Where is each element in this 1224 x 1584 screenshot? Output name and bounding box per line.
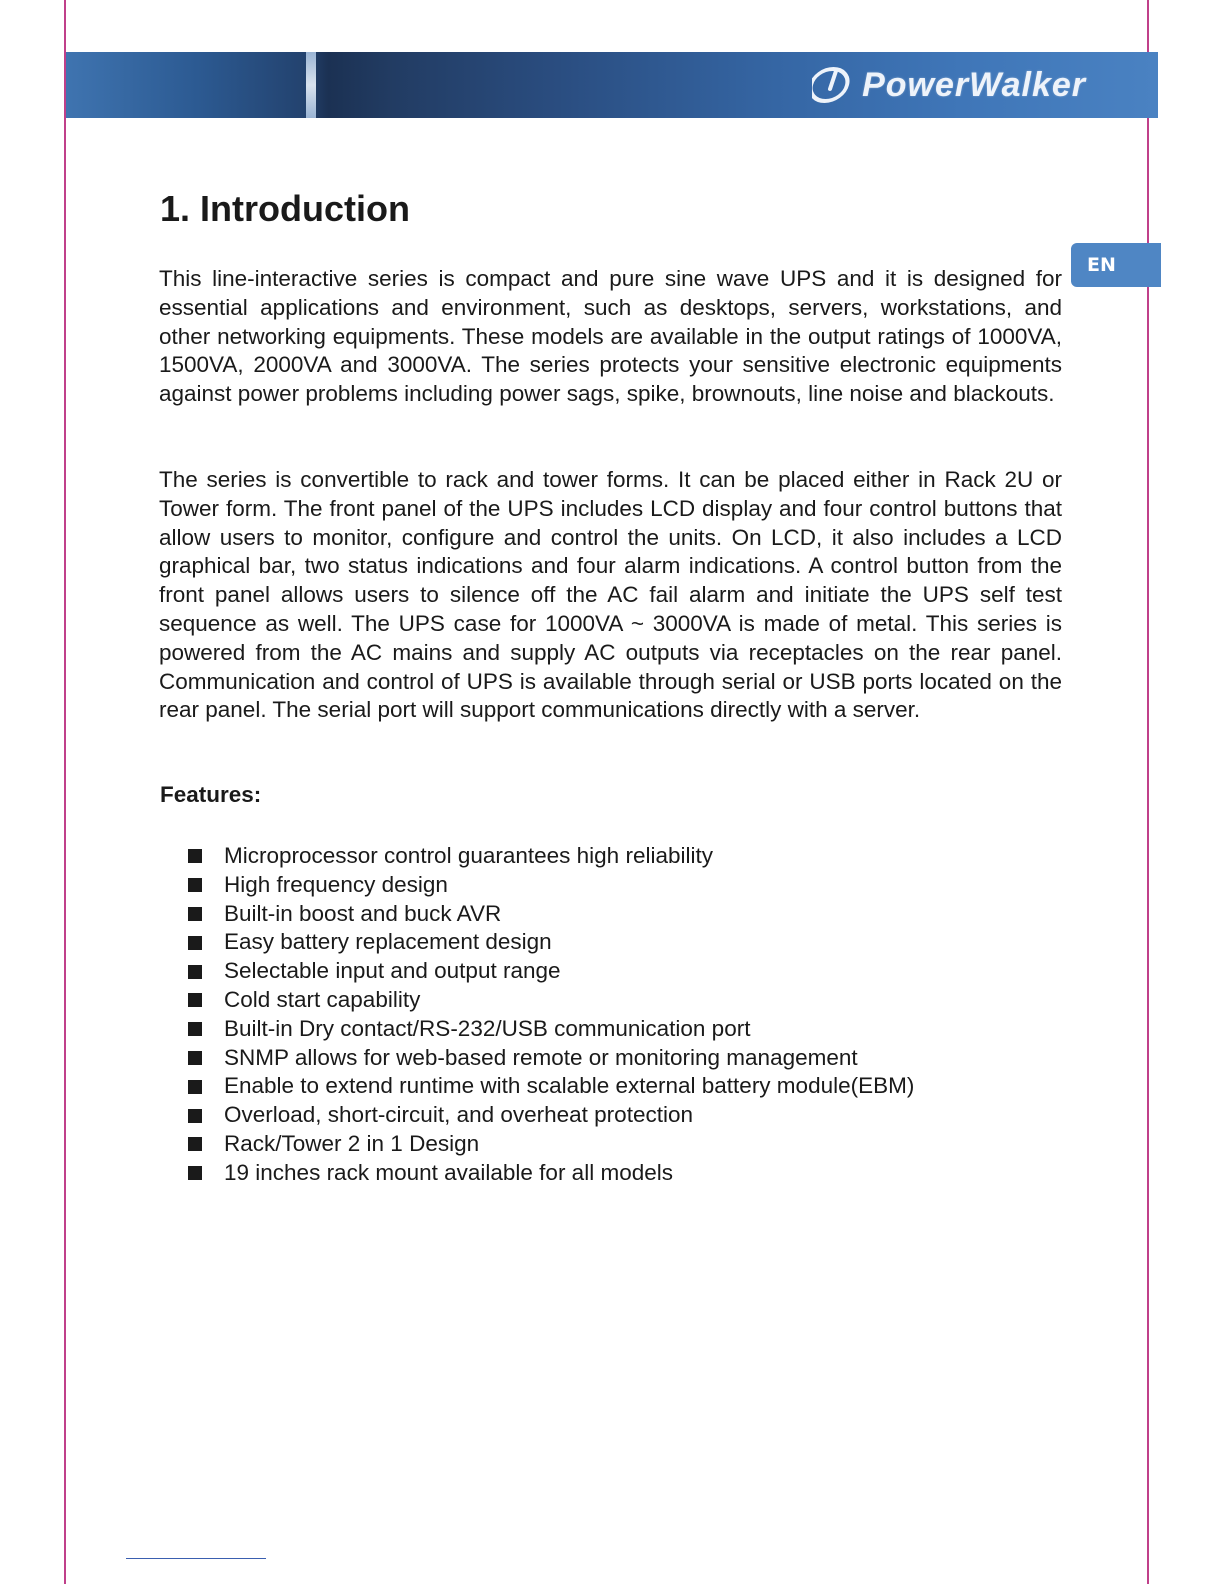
feature-text: Easy battery replacement design xyxy=(224,929,552,955)
feature-item xyxy=(188,900,914,929)
feature-item xyxy=(188,1101,914,1130)
intro-paragraph-1: This line-interactive series is compact and pure sine wave UPS and it is designed for essential applications and environment, such as desktops, servers, workstations, and other networking equipments. These models are available in the output ratings of 1000VA, 1500VA, 2000VA and 3000VA. The series protects your sensitive electronic equipments against power problems including power sags, spike, brownouts, line noise and blackouts. xyxy=(159,266,1062,407)
feature-text: High frequency design xyxy=(224,871,448,897)
brand-logo xyxy=(812,64,1086,106)
feature-item xyxy=(188,1044,914,1073)
feature-item xyxy=(188,1015,914,1044)
right-margin-line xyxy=(1147,0,1149,1584)
feature-item xyxy=(188,871,914,900)
feature-text: Cold start capability xyxy=(224,986,421,1012)
square-bullet-icon xyxy=(188,936,202,950)
square-bullet-icon xyxy=(188,1051,202,1065)
footer-rule xyxy=(126,1558,266,1559)
power-logo-icon xyxy=(812,65,856,105)
header-banner xyxy=(66,52,1158,118)
square-bullet-icon xyxy=(188,849,202,863)
intro-paragraph-2: The series is convertible to rack and tower forms. It can be placed either in Rack 2U or Tower form. The front panel of the UPS includes LCD display and four control buttons that allow users to monitor, configure and control the units. On LCD, it also includes a LCD graphical bar, two status indications and four alarm indications. A control button from the front panel allows users to silence off the AC fail alarm and initiate the UPS self test sequence as well. The UPS case for 1000VA ~ 3000VA is made of metal. This series is powered from the AC mains and supply AC outputs via receptacles on the rear panel. Communication and control of UPS is available through serial or USB ports located on the rear panel. The serial port will support communications directly with a server. xyxy=(159,467,1062,723)
brand-name: PowerWalker xyxy=(862,65,1086,104)
feature-item xyxy=(188,1130,914,1159)
left-margin-line xyxy=(64,0,66,1584)
feature-text: SNMP allows for web-based remote or monitoring management xyxy=(224,1044,858,1070)
features-list xyxy=(188,842,914,1188)
feature-item xyxy=(188,957,914,986)
language-tab-en[interactable]: EN xyxy=(1071,243,1161,287)
square-bullet-icon xyxy=(188,1022,202,1036)
feature-text: Overload, short-circuit, and overheat protection xyxy=(224,1102,693,1128)
section-title: 1. Introduction xyxy=(160,188,410,229)
features-heading: Features: xyxy=(160,782,262,807)
feature-text: Built-in Dry contact/RS-232/USB communication port xyxy=(224,1015,751,1041)
square-bullet-icon xyxy=(188,907,202,921)
feature-item xyxy=(188,1159,914,1188)
feature-text: 19 inches rack mount available for all models xyxy=(224,1159,673,1185)
square-bullet-icon xyxy=(188,1137,202,1151)
feature-item xyxy=(188,1072,914,1101)
square-bullet-icon xyxy=(188,1109,202,1123)
feature-text: Rack/Tower 2 in 1 Design xyxy=(224,1130,480,1156)
square-bullet-icon xyxy=(188,878,202,892)
feature-text: Enable to extend runtime with scalable external battery module(EBM) xyxy=(224,1073,915,1099)
header-divider xyxy=(306,52,316,118)
feature-item xyxy=(188,986,914,1015)
square-bullet-icon xyxy=(188,965,202,979)
square-bullet-icon xyxy=(188,993,202,1007)
square-bullet-icon xyxy=(188,1080,202,1094)
feature-item xyxy=(188,842,914,871)
square-bullet-icon xyxy=(188,1166,202,1180)
feature-text: Selectable input and output range xyxy=(224,958,561,984)
feature-text: Microprocessor control guarantees high reliability xyxy=(224,843,713,868)
feature-text: Built-in boost and buck AVR xyxy=(224,900,502,926)
feature-item xyxy=(188,928,914,957)
